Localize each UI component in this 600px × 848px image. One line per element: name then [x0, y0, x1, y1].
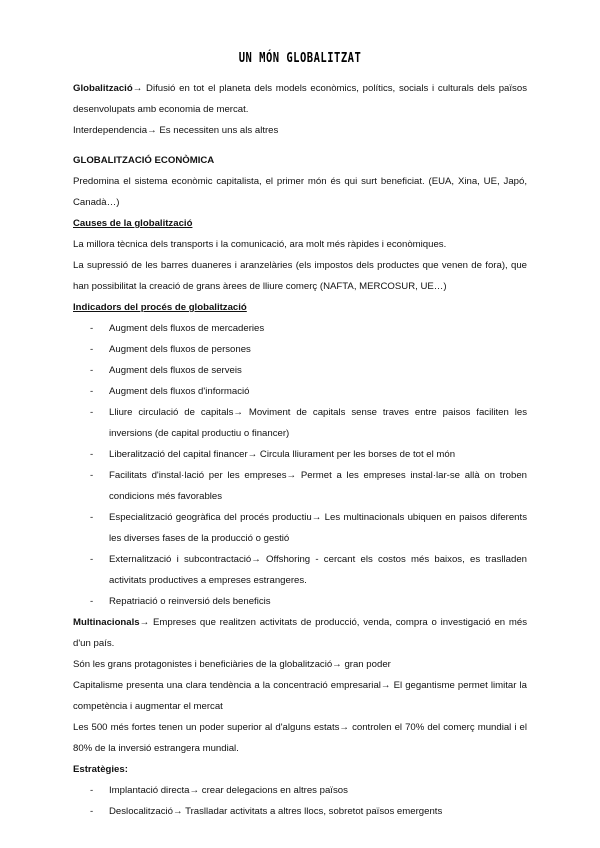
- causes-item: La supressió de les barres duaneres i aranzelàries (els impostos dels productes que venen de fora), que han possibilitat la creació de grans àrees de lliure comerç (NAFTA, MERCOSUR, UE…): [73, 260, 527, 292]
- multinacionals-text: Són les grans protagonistes i beneficiàries de la globalització→ gran poder: [73, 659, 391, 670]
- dash-bullet: -: [90, 386, 94, 397]
- list-item-text: Augment dels fluxos de mercaderies: [109, 323, 265, 334]
- list-item: [73, 402, 527, 444]
- list-item: [73, 801, 527, 822]
- list-item: [73, 507, 527, 549]
- dash-bullet: -: [90, 449, 94, 460]
- globalitzacio-def-text: → Difusió en tot el planeta dels models econòmics, polítics, socials i culturals dels països desenvolupats amb economia de mercat.: [73, 83, 527, 115]
- dash-bullet: -: [90, 554, 94, 565]
- multinacionals-definition: [73, 612, 527, 654]
- causes-item: La millora tècnica dels transports i la comunicació, ara molt més ràpides i econòmiques.: [73, 239, 447, 250]
- list-item: [73, 444, 527, 465]
- list-item-text: Deslocalització→ Traslladar activitats a altres llocs, sobretot països emergents: [109, 806, 443, 817]
- dash-bullet: -: [90, 344, 94, 355]
- list-item: [73, 339, 527, 360]
- dash-bullet: -: [90, 470, 94, 481]
- list-item: [73, 360, 527, 381]
- dash-bullet: -: [90, 512, 94, 523]
- list-item: [73, 381, 527, 402]
- list-item: [73, 318, 527, 339]
- list-item-text: Externalització i subcontractació→ Offshoring - cercant els costos més baixos, es traslladen activitats productives a empreses estrangeres.: [109, 554, 527, 586]
- estrategies-list: [73, 780, 527, 822]
- dash-bullet: -: [90, 596, 94, 607]
- dash-bullet: -: [90, 323, 94, 334]
- section-heading-economica: GLOBALITZACIÓ ECONÒMICA: [73, 155, 215, 166]
- dash-bullet: -: [90, 806, 94, 817]
- list-item-text: Augment dels fluxos de serveis: [109, 365, 242, 376]
- economica-text: Predomina el sistema econòmic capitalista, el primer món és qui surt beneficiat. (EUA, Xina, UE, Japó, Canadà…): [73, 176, 527, 208]
- list-item: [73, 549, 527, 591]
- multinacionals-text: Les 500 més fortes tenen un poder superior al d'alguns estats→ controlen el 70% del comerç mundial i el 80% de la inversió estrangera mundial.: [73, 722, 527, 754]
- multinacionals-text: Capitalisme presenta una clara tendència a la concentració empresarial→ El gegantisme permet limitar la competència i augmentar el mercat: [73, 680, 527, 712]
- estrategies-heading: Estratègies:: [73, 764, 128, 775]
- list-item-text: Liberalització del capital financer→ Circula lliurament per les borses de tot el món: [109, 449, 456, 460]
- dash-bullet: -: [90, 407, 94, 418]
- indicadors-list: [73, 318, 527, 612]
- list-item-text: Augment dels fluxos de persones: [109, 344, 251, 355]
- list-item-text: Implantació directa→ crear delegacions en altres països: [109, 785, 348, 796]
- list-item-text: Repatriació o reinversió dels beneficis: [109, 596, 271, 607]
- list-item: [73, 591, 527, 612]
- list-item-text: Augment dels fluxos d'informació: [109, 386, 250, 397]
- causes-heading: Causes de la globalització: [73, 218, 193, 229]
- list-item: [73, 465, 527, 507]
- dash-bullet: -: [90, 365, 94, 376]
- list-item-text: Especialització geogràfica del procés productiu→ Les multinacionals ubiquen en paisos diferents les diverses fases de la producció o gestió: [109, 512, 527, 544]
- list-item: [73, 780, 527, 801]
- globalitzacio-term: Globalització: [73, 83, 133, 94]
- interdependencia-text: Interdependencia→ Es necessiten uns als altres: [73, 125, 279, 136]
- multinacionals-def-text: → Empreses que realitzen activitats de producció, venda, compra o investigació en més d'un país.: [73, 617, 527, 649]
- list-item-text: Lliure circulació de capitals→ Moviment de capitals sense traves entre paisos faciliten les inversions (de capital productiu o financer): [109, 407, 527, 439]
- multinacionals-term: Multinacionals: [73, 617, 140, 628]
- list-item-text: Facilitats d'instal·lació per les empreses→ Permet a les empreses instal·lar-se allà on troben condicions més favorables: [109, 470, 527, 502]
- indicadors-heading: Indicadors del procés de globalització: [73, 302, 247, 313]
- dash-bullet: -: [90, 785, 94, 796]
- globalitzacio-definition: [73, 78, 527, 120]
- page-title: UN MÓN GLOBALITZAT: [238, 50, 362, 66]
